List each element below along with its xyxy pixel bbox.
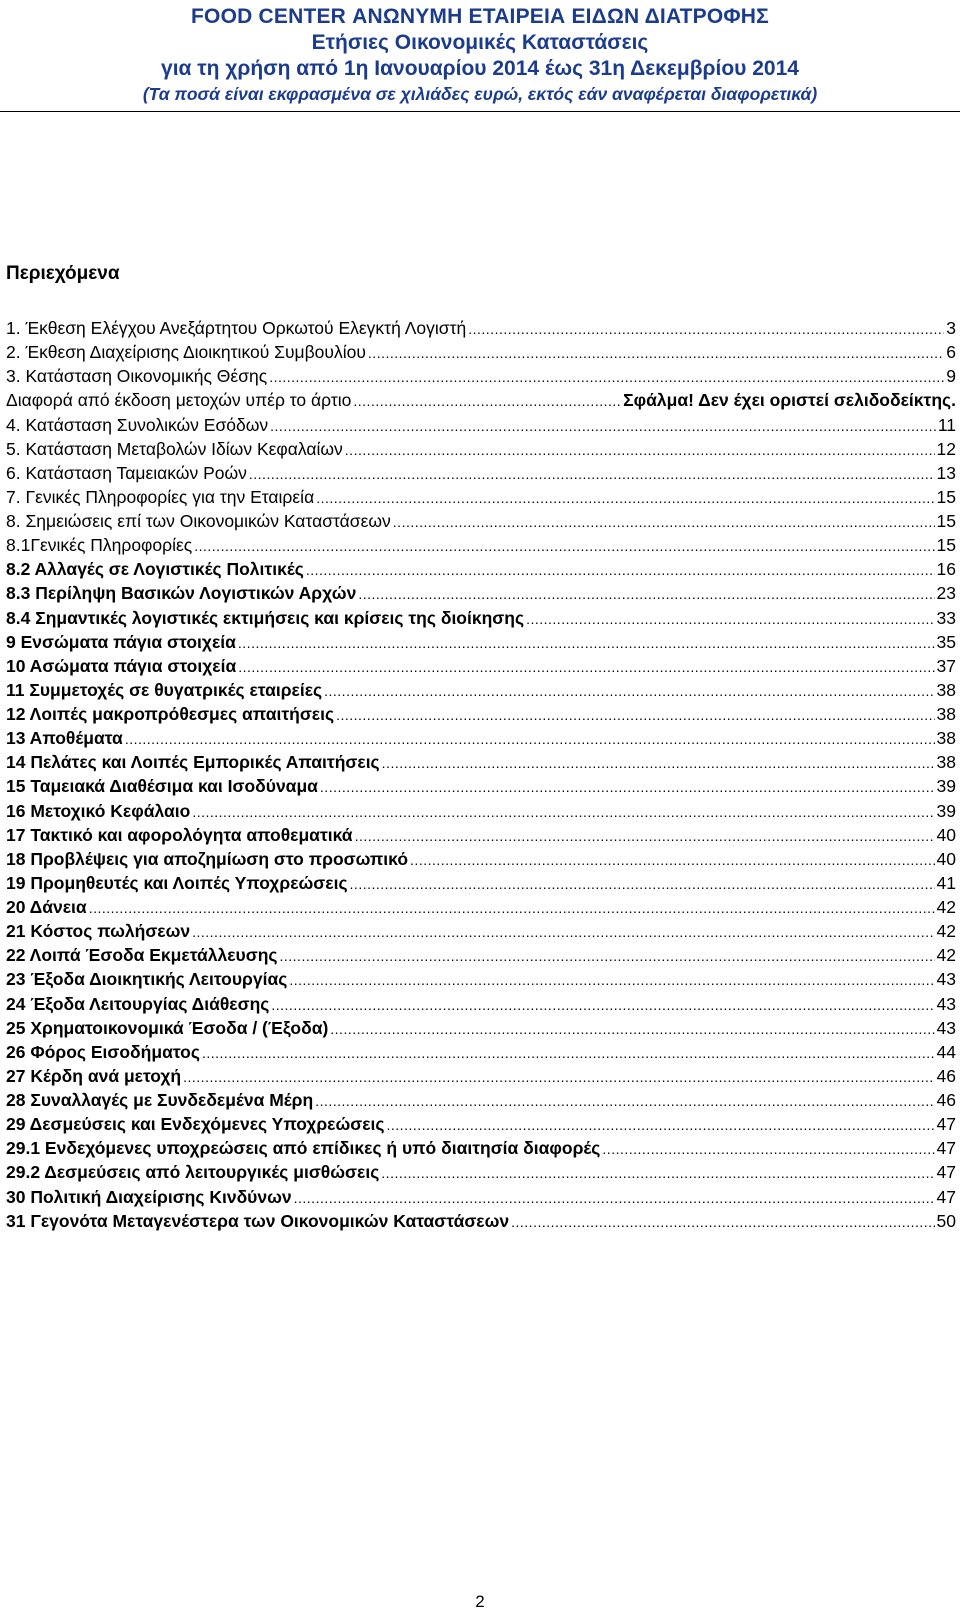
toc-entry-page: 15	[936, 486, 956, 507]
toc-entry[interactable]	[6, 776, 956, 800]
toc-entry[interactable]	[6, 318, 956, 342]
toc-entry-page: 42	[936, 921, 956, 942]
toc-entry-page: 35	[936, 631, 956, 652]
toc-entry[interactable]	[6, 752, 956, 776]
toc-entry-label: 13 Αποθέματα	[6, 728, 123, 749]
toc-entry-page: 46	[936, 1090, 956, 1110]
toc-entry-label: 21 Κόστος πωλήσεων	[6, 921, 191, 942]
toc-entry-page: 9	[946, 366, 956, 387]
toc-leader-dots	[602, 1141, 934, 1157]
toc-entry-page: 39	[936, 800, 956, 821]
toc-entry-page: 15	[936, 511, 956, 531]
toc-entry[interactable]	[6, 969, 956, 993]
toc-entry[interactable]	[6, 608, 956, 632]
toc-entry-label: 31 Γεγονότα Μεταγενέστερα των Οικονομικών Καταστάσεων	[6, 1210, 510, 1231]
toc-entry-label: 20 Δάνεια	[6, 897, 87, 917]
toc-entry[interactable]	[6, 728, 956, 752]
toc-entry-label: 8.1Γενικές Πληροφορίες	[6, 535, 193, 556]
toc-leader-dots	[320, 779, 935, 795]
toc-entry-page: 46	[936, 1065, 956, 1086]
toc-entry-page: 15	[936, 535, 956, 556]
toc-entry[interactable]	[6, 390, 956, 414]
toc-entry[interactable]	[6, 1042, 956, 1066]
toc-entry-page: 47	[936, 1114, 956, 1135]
toc-entry[interactable]	[6, 415, 956, 439]
company-name: FOOD CENTER ΑΝΩΝΥΜΗ ΕΤΑΙΡΕΙΑ ΕΙΔΩΝ ΔΙΑΤΡΟΦΗΣ	[191, 5, 769, 28]
toc-leader-dots	[270, 418, 936, 434]
toc-leader-dots	[353, 393, 621, 409]
toc-entry-page: 13	[936, 462, 956, 483]
toc-leader-dots	[382, 755, 935, 771]
toc-entry-page: 40	[936, 848, 956, 869]
toc-leader-dots	[468, 321, 944, 337]
toc-entry[interactable]	[6, 366, 956, 390]
toc-entry-page: 16	[936, 559, 956, 580]
toc-entry[interactable]	[6, 680, 956, 704]
toc-entry-label: 3. Κατάσταση Οικονομικής Θέσης	[6, 366, 268, 387]
toc-entry[interactable]	[6, 704, 956, 728]
toc-entry-page: 37	[936, 655, 956, 676]
toc-leader-dots	[89, 900, 935, 916]
currency-note: (Τα ποσά είναι εκφρασμένα σε χιλιάδες ευρώ, εκτός εάν αναφέρεται διαφορετικά)	[142, 84, 818, 104]
toc-entry[interactable]	[6, 873, 956, 897]
toc-entry[interactable]	[6, 439, 956, 463]
toc-leader-dots	[387, 1117, 935, 1133]
toc-leader-dots	[269, 369, 944, 385]
toc-entry-label: 24 Έξοδα Λειτουργίας Διάθεσης	[6, 993, 270, 1014]
toc-entry[interactable]	[6, 921, 956, 945]
toc-entry-page: 47	[936, 1186, 956, 1207]
toc-entry[interactable]	[6, 1138, 956, 1162]
toc-entry-label: 30 Πολιτική Διαχείρισης Κινδύνων	[6, 1186, 292, 1207]
toc-entry-label: 23 Έξοδα Διοικητικής Λειτουργίας	[6, 969, 288, 990]
toc-leader-dots	[202, 1045, 935, 1061]
toc-entry-label: 28 Συναλλαγές με Συνδεδεμένα Μέρη	[6, 1090, 314, 1110]
toc-leader-dots	[336, 707, 934, 723]
toc-entry-label: 1. Έκθεση Ελέγχου Ανεξάρτητου Ορκωτού Ελεγκτή Λογιστή	[6, 318, 467, 338]
toc-leader-dots	[238, 659, 934, 675]
header-divider	[0, 111, 960, 112]
toc-entry-label: 8.4 Σημαντικές λογιστικές εκτιμήσεις και κρίσεις της διοίκησης	[6, 607, 525, 628]
toc-entry-page: 47	[936, 1138, 956, 1159]
document-header	[0, 4, 960, 106]
toc-entry-page: 39	[936, 776, 956, 797]
toc-entry-page: 41	[936, 872, 956, 893]
toc-leader-dots	[330, 1021, 934, 1037]
toc-entry-page: 43	[936, 1017, 956, 1038]
toc-entry-page: 11	[937, 414, 956, 435]
toc-entry[interactable]	[6, 1187, 956, 1211]
toc-entry-label: 14 Πελάτες και Λοιπές Εμπορικές Απαιτήσεις	[6, 752, 380, 773]
toc-entry[interactable]	[6, 994, 956, 1018]
toc-entry[interactable]	[6, 1114, 956, 1138]
toc-entry[interactable]	[6, 559, 956, 583]
toc-leader-dots	[381, 1165, 934, 1181]
toc-entry-label: 26 Φόρος Εισοδήματος	[6, 1041, 200, 1062]
toc-entry[interactable]	[6, 1211, 956, 1235]
toc-entry[interactable]	[6, 511, 956, 535]
toc-leader-dots	[368, 345, 944, 361]
toc-entry-label: 29.1 Ενδεχόμενες υποχρεώσεις από επίδικες ή υπό διαιτησία διαφορές	[6, 1138, 601, 1159]
toc-entry-page: 44	[936, 1041, 956, 1062]
toc-entry-page: 40	[936, 824, 956, 845]
toc-entry[interactable]	[6, 945, 956, 969]
toc-entry-page: 12	[936, 438, 956, 459]
toc-entry-label: 25 Χρηματοικονομικά Έσοδα / (Έξοδα)	[6, 1017, 329, 1038]
toc-entry[interactable]	[6, 825, 956, 849]
toc-leader-dots	[315, 1093, 934, 1109]
toc-entry[interactable]	[6, 342, 956, 366]
toc-entry-page: 38	[936, 752, 956, 773]
toc-entry-label: 11 Συμμετοχές σε θυγατρικές εταιρείες	[6, 679, 323, 700]
toc-entry-label: 5. Κατάσταση Μεταβολών Ιδίων Κεφαλαίων	[6, 438, 343, 459]
toc-leader-dots	[306, 562, 935, 578]
toc-entry-label: 29.2 Δεσμεύσεις από λειτουργικές μισθώσεις	[6, 1162, 380, 1183]
toc-entry[interactable]	[6, 656, 956, 680]
toc-entry[interactable]	[6, 583, 956, 607]
toc-entry-label: 18 Προβλέψεις για αποζημίωση στο προσωπικό	[6, 848, 409, 869]
toc-leader-dots	[125, 731, 935, 747]
toc-leader-dots	[249, 466, 935, 482]
toc-entry-label: 7. Γενικές Πληροφορίες για την Εταιρεία	[6, 486, 315, 507]
toc-entry-label: 8.3 Περίληψη Βασικών Λογιστικών Αρχών	[6, 583, 357, 604]
toc-entry-page: 6	[946, 342, 956, 363]
toc-entry-label: 15 Ταμειακά Διαθέσιμα και Ισοδύναμα	[6, 776, 318, 797]
toc-entry-page: 42	[936, 945, 956, 966]
toc-entry-label: 2. Έκθεση Διαχείρισης Διοικητικού Συμβουλίου	[6, 342, 366, 363]
toc-entry-label: 19 Προμηθευτές και Λοιπές Υποχρεώσεις	[6, 872, 348, 893]
toc-entry-page: 38	[936, 679, 956, 700]
toc-leader-dots	[526, 611, 934, 627]
toc-entry-label: 12 Λοιπές μακροπρόθεσμες απαιτήσεις	[6, 704, 335, 724]
toc-leader-dots	[192, 804, 934, 820]
toc-entry-page: 47	[936, 1162, 956, 1183]
toc-leader-dots	[350, 876, 935, 892]
toc-leader-dots	[511, 1214, 934, 1230]
page-number: 2	[475, 1592, 485, 1611]
toc-entry[interactable]	[6, 487, 956, 511]
toc-leader-dots	[289, 972, 934, 988]
toc-entry-page: 42	[936, 897, 956, 917]
toc-entry[interactable]	[6, 801, 956, 825]
toc-entry[interactable]	[6, 1162, 956, 1186]
toc-entry-label: 22 Λοιπά Έσοδα Εκμετάλλευσης	[6, 945, 278, 966]
toc-leader-dots	[271, 997, 934, 1013]
toc-entry-label: 6. Κατάσταση Ταμειακών Ροών	[6, 462, 247, 483]
toc-entry-label: 9 Ενσώματα πάγια στοιχεία	[6, 631, 236, 652]
toc-entry[interactable]	[6, 849, 956, 873]
toc-leader-dots	[192, 924, 934, 940]
toc-entry-page: 38	[936, 704, 956, 724]
toc-entry[interactable]	[6, 1066, 956, 1090]
toc-entry-page: 33	[936, 607, 956, 628]
toc-entry-page: 38	[936, 728, 956, 749]
toc-entry-page: 43	[936, 969, 956, 990]
toc-entry-label: 27 Κέρδη ανά μετοχή	[6, 1065, 182, 1086]
toc-leader-dots	[358, 586, 934, 602]
toc-leader-dots	[280, 948, 935, 964]
toc-entry[interactable]	[6, 535, 956, 559]
toc-entry-label: Διαφορά από έκδοση μετοχών υπέρ το άρτιο	[6, 390, 352, 411]
table-of-contents	[6, 318, 956, 1235]
toc-entry[interactable]	[6, 897, 956, 921]
toc-entry-label: 4. Κατάσταση Συνολικών Εσόδων	[6, 414, 269, 435]
toc-entry-label: 16 Μετοχικό Κεφάλαιο	[6, 800, 191, 821]
toc-leader-dots	[238, 635, 935, 651]
toc-entry-label: 29 Δεσμεύσεις και Ενδεχόμενες Υποχρεώσεις	[6, 1114, 385, 1135]
toc-entry-label: 8. Σημειώσεις επί των Οικονομικών Καταστάσεων	[6, 511, 391, 531]
toc-leader-dots	[294, 1190, 935, 1206]
toc-leader-dots	[316, 490, 934, 506]
toc-entry-label: 10 Ασώματα πάγια στοιχεία	[6, 655, 237, 676]
toc-entry[interactable]	[6, 632, 956, 656]
toc-entry-page: 50	[936, 1210, 956, 1231]
toc-entry-page: 43	[936, 993, 956, 1014]
toc-leader-dots	[324, 683, 934, 699]
toc-entry-page: 23	[936, 583, 956, 604]
toc-entry[interactable]	[6, 1018, 956, 1042]
toc-entry-label: 17 Τακτικό και αφορολόγητα αποθεματικά	[6, 824, 353, 845]
report-period: για τη χρήση από 1η Ιανουαρίου 2014 έως 31η Δεκεμβρίου 2014	[161, 57, 799, 80]
toc-leader-dots	[410, 852, 934, 868]
toc-leader-dots	[393, 514, 935, 530]
toc-leader-dots	[194, 538, 934, 554]
toc-title: Περιεχόμενα	[6, 263, 120, 284]
report-title: Ετήσιες Οικονομικές Καταστάσεις	[311, 31, 649, 54]
toc-entry[interactable]	[6, 1090, 956, 1114]
toc-entry-label: 8.2 Αλλαγές σε Λογιστικές Πολιτικές	[6, 559, 304, 580]
toc-leader-dots	[355, 828, 935, 844]
toc-entry[interactable]	[6, 463, 956, 487]
toc-leader-dots	[183, 1069, 934, 1085]
toc-leader-dots	[345, 442, 935, 458]
toc-entry-page: 3	[946, 318, 956, 338]
toc-entry-page: Σφάλμα! Δεν έχει οριστεί σελιδοδείκτης.	[623, 390, 956, 411]
